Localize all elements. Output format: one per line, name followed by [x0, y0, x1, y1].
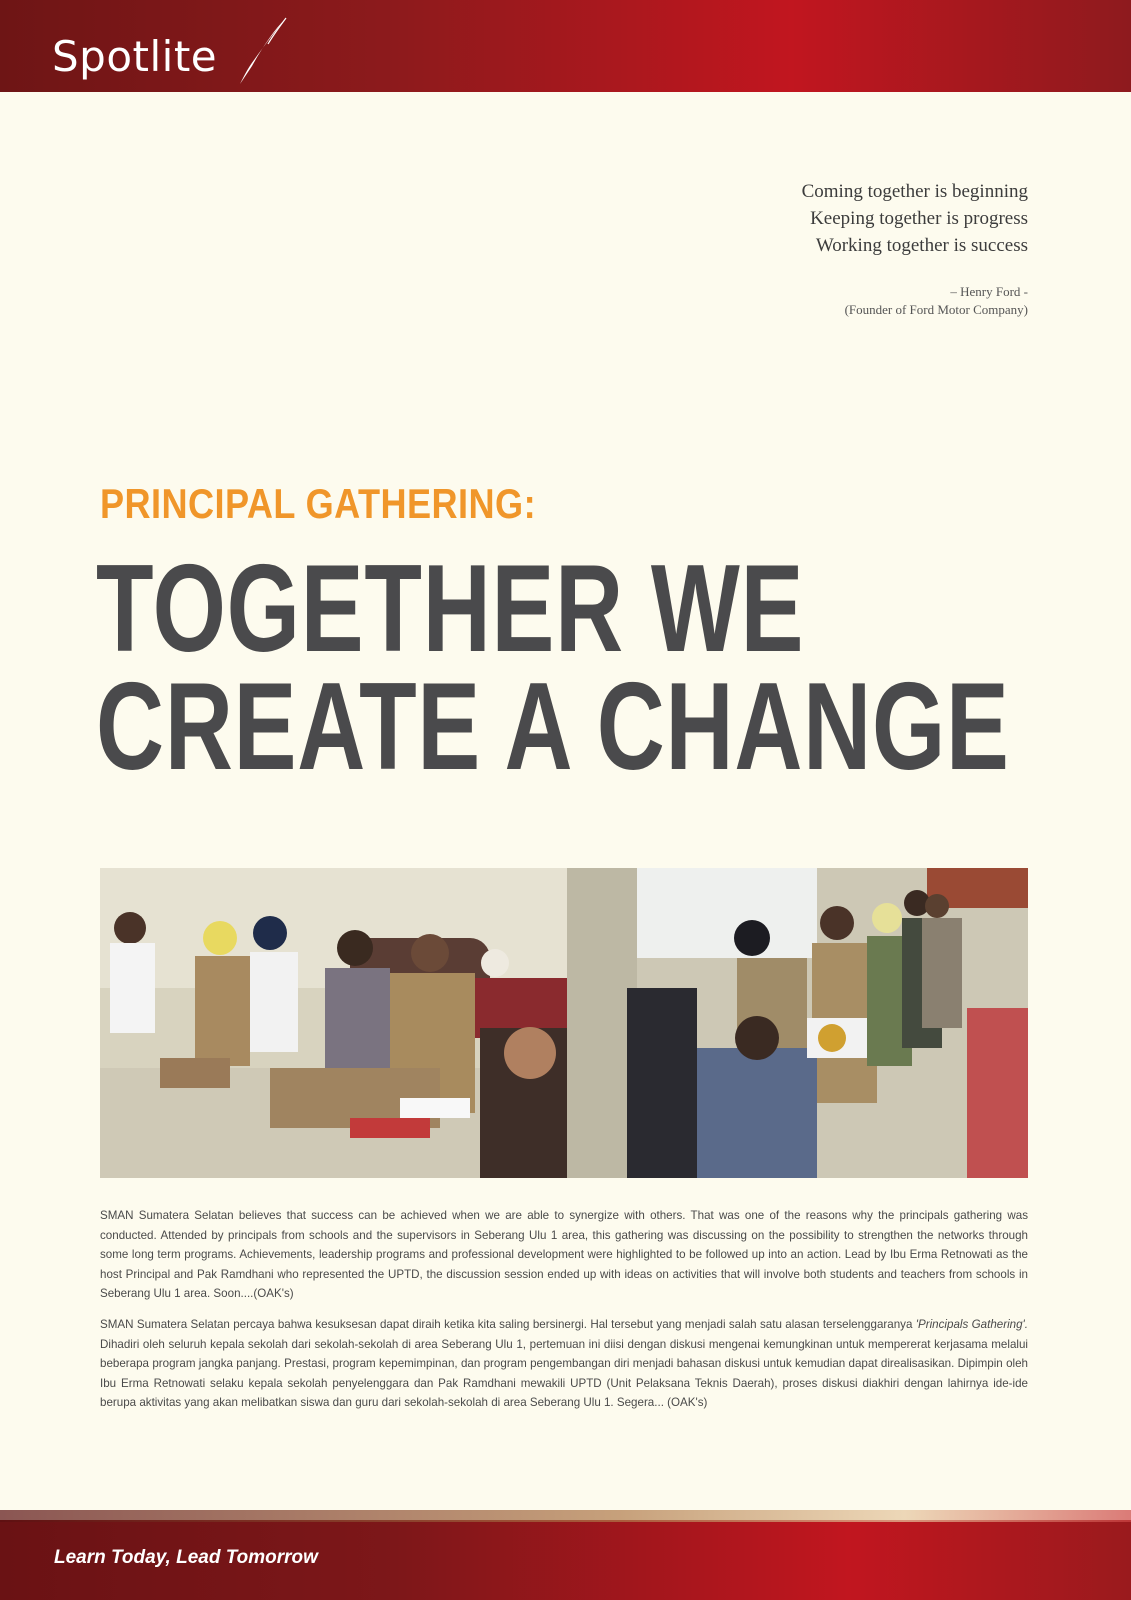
paragraph-text: Dihadiri oleh seluruh kepala sekolah dari sekolah-sekolah di area Seberang Ulu 1, pertemuan ini diisi dengan diskusi mengenai kemungkinan untuk mempererat kerjasama melalui beberapa program jangka panjang. Prestasi, program kepemimpinan, dan program pengembangan diri menjadi bahasan diskusi untuk kemudian dapat direalisasikan. Dipimpin oleh Ibu Erma Retnowati selaku kepala sekolah penyelenggara dan Pak Ramdhani mewakili UPTD (Unit Pelaksana Teknis Daerah), proses diskusi diakhiri dengan lahirnya ide-ide berupa aktivitas yang akan melibatkan siswa dan guru dari sekolah-sekolah di area Seberang Ulu 1. Segera... (OAK's) [100, 1337, 1028, 1409]
headline-line: CREATE A CHANGE [96, 658, 1010, 796]
feather-icon [234, 16, 294, 86]
footer-accent-stripe [0, 1510, 1131, 1522]
footer-slogan: Learn Today, Lead Tomorrow [54, 1547, 318, 1568]
article-headline [96, 540, 1010, 796]
paragraph-text: SMAN Sumatera Selatan percaya bahwa kesuksesan dapat diraih ketika kita saling bersinergi. Hal tersebut yang menjadi salah satu alasan terselenggaranya [100, 1318, 916, 1331]
headline-line: TOGETHER WE [96, 540, 805, 678]
quote-line: Keeping together is progress [810, 208, 1028, 229]
article-paragraph-english: SMAN Sumatera Selatan believes that success can be achieved when we are able to synergize with others. That was one of the reasons why the principals gathering was conducted. Attended by principals from schools and the supervisors in Seberang Ulu 1 area, this gathering was discussing on the possibility to strengthen the networks through some long term programs. Achievements, leadership programs and professional development were highlighted to be followed up into an action. Lead by Ibu Erma Retnowati as the host Principal and Pak Ramdhani who represented the UPTD, the discussion session ended up with ideas on activities that will involve both students and teachers from schools in Seberang Ulu 1 area. Soon....(OAK's) [100, 1209, 1028, 1300]
article-kicker: PRINCIPAL GATHERING: [100, 480, 537, 527]
gathering-photo-right [567, 868, 1028, 1178]
quote-line: Coming together is beginning [801, 181, 1028, 202]
header-bar [0, 0, 1131, 92]
magazine-title: Spotlite [52, 32, 218, 81]
article-paragraph-indonesian [100, 1315, 1028, 1413]
quote-author-role: (Founder of Ford Motor Company) [844, 302, 1028, 317]
quote-author: – Henry Ford - [950, 284, 1028, 299]
event-name: 'Principals Gathering'. [915, 1318, 1028, 1331]
gathering-photo-left [100, 868, 567, 1178]
quote-block [802, 178, 1028, 319]
quote-line: Working together is success [815, 235, 1028, 256]
